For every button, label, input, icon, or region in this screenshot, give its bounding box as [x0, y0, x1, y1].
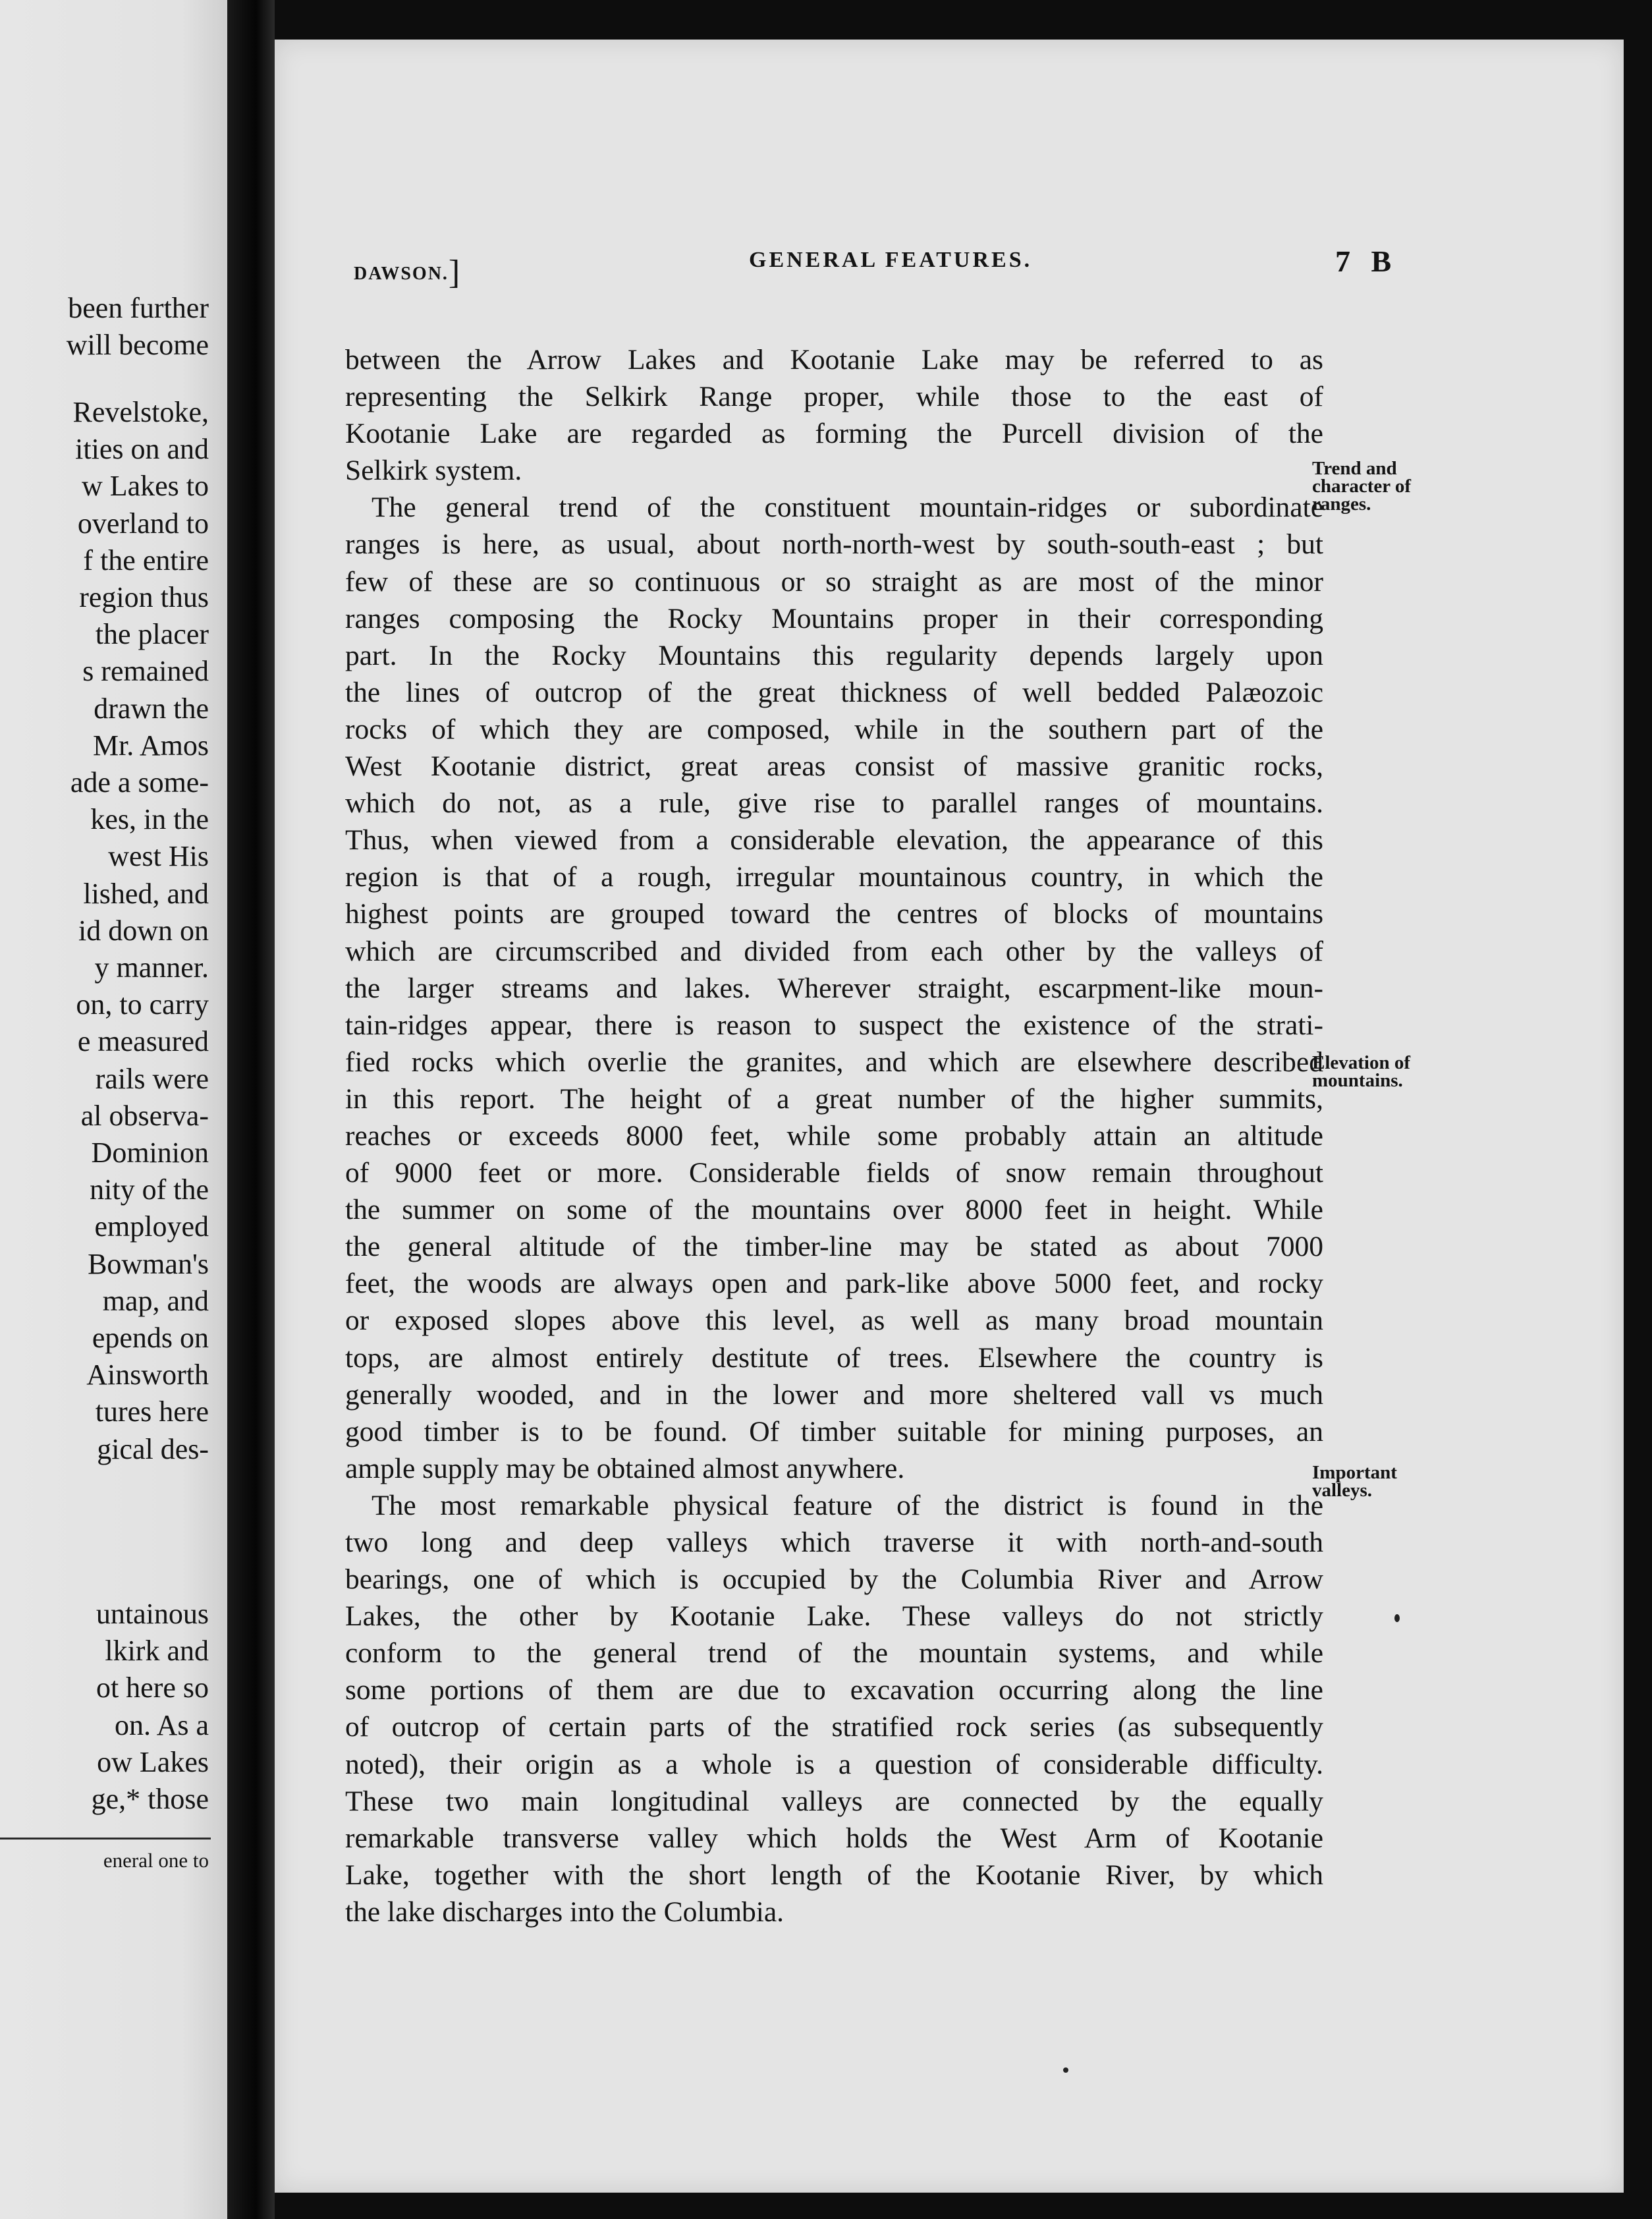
text-line: part. In the Rocky Mountains this regularity depends largely upon	[345, 639, 1323, 671]
running-head-title: GENERAL FEATURES.	[749, 248, 1033, 272]
left-page-line: map, and	[102, 1284, 209, 1317]
left-page-line: y manner.	[94, 951, 209, 984]
left-page-line: epends on	[92, 1322, 209, 1355]
text-line: few of these are so continuous or so straight as are most of the minor	[345, 565, 1323, 598]
left-page-line: Dominion	[91, 1137, 209, 1169]
left-page-line: id down on	[78, 914, 209, 947]
text-line: Lakes, the other by Kootanie Lake. These valleys do not strictly	[345, 1600, 1323, 1633]
text-line: ranges is here, as usual, about north-north-west by south-south-east ; but	[345, 528, 1323, 561]
left-page-text-block-3	[0, 1596, 209, 1818]
text-line: Lake, together with the short length of the Kootanie River, by which	[345, 1859, 1323, 1891]
left-page-line: ge,* those	[91, 1783, 209, 1816]
left-page-line: ade a some-	[70, 766, 209, 799]
left-page-line: on, to carry	[76, 988, 209, 1021]
text-line: tops, are almost entirely destitute of trees. Elsewhere the country is	[345, 1341, 1323, 1374]
text-line: the lines of outcrop of the great thickness of well bedded Palæozoic	[345, 676, 1323, 708]
left-page-line: overland to	[77, 507, 209, 540]
text-line: Selkirk system.	[345, 455, 522, 487]
text-line: in this report. The height of a great number of the higher summits,	[345, 1082, 1323, 1115]
left-page-line: Revelstoke,	[72, 396, 209, 428]
running-header	[354, 244, 1579, 291]
text-line: rocks of which they are composed, while in the southern part of the	[345, 713, 1323, 745]
text-line: The general trend of the constituent mountain-ridges or subordinate	[372, 492, 1323, 524]
text-line: between the Arrow Lakes and Kootanie Lake may be referred to as	[345, 344, 1323, 376]
marginal-note-elevation	[1312, 1054, 1464, 1090]
left-page-text-block-1	[0, 290, 209, 364]
text-line: the larger streams and lakes. Wherever straight, escarpment-like moun-	[345, 972, 1323, 1004]
text-line: some portions of them are due to excavation occurring along the line	[345, 1674, 1323, 1706]
left-page-line: al observa-	[80, 1099, 209, 1132]
text-line: reaches or exceeds 8000 feet, while some probably attain an altitude	[345, 1119, 1323, 1152]
left-page-line: w Lakes to	[81, 470, 209, 503]
left-page-line: region thus	[79, 581, 209, 614]
text-line: or exposed slopes above this level, as well as many broad mountain	[345, 1305, 1323, 1337]
left-page-line: drawn the	[94, 692, 209, 725]
text-line: two long and deep valleys which traverse it with north-and-south	[345, 1527, 1323, 1558]
book-gutter	[227, 0, 275, 2219]
text-line: of outcrop of certain parts of the stratified rock series (as subsequently	[345, 1711, 1323, 1743]
text-line: feet, the woods are always open and park-like above 5000 feet, and rocky	[345, 1268, 1323, 1300]
left-facing-page	[0, 0, 227, 2219]
ink-speck	[1394, 1614, 1400, 1622]
text-line: ranges composing the Rocky Mountains proper in their corresponding	[345, 602, 1323, 634]
left-page-line: ities on and	[75, 433, 209, 466]
left-page-line: west His	[108, 840, 209, 873]
marginal-note-line: mountains.	[1312, 1070, 1403, 1091]
left-page-line: Mr. Amos	[92, 729, 209, 762]
marginal-note-line: ranges.	[1312, 493, 1371, 515]
text-line: West Kootanie district, great areas consist of massive granitic rocks,	[345, 750, 1323, 783]
left-page-line: been further	[68, 292, 209, 324]
text-line: generally wooded, and in the lower and more sheltered vall vs much	[345, 1378, 1323, 1411]
left-page-line: Ainsworth	[86, 1359, 209, 1391]
right-page	[275, 40, 1624, 2193]
marginal-note-line: Elevation of	[1312, 1052, 1411, 1073]
text-line: representing the Selkirk Range proper, while those to the east of	[345, 381, 1323, 413]
left-page-line: tures here	[95, 1395, 209, 1428]
left-page-line: employed	[94, 1210, 209, 1243]
left-page-line: Bowman's	[88, 1247, 209, 1280]
left-page-line: f the entire	[83, 544, 209, 576]
left-page-line: lished, and	[83, 877, 209, 910]
text-line: the summer on some of the mountains over 8000 feet in height. While	[345, 1194, 1323, 1226]
text-line: good timber is to be found. Of timber suitable for mining purposes, an	[345, 1415, 1323, 1447]
left-page-line: ow Lakes	[97, 1745, 209, 1778]
text-line: Kootanie Lake are regarded as forming the Purcell division of the	[345, 418, 1323, 450]
text-line: noted), their origin as a whole is a question of considerable difficulty.	[345, 1748, 1323, 1780]
text-line: of 9000 feet or more. Considerable fields of snow remain throughout	[345, 1157, 1323, 1189]
marginal-note-line: valleys.	[1312, 1480, 1373, 1501]
text-line: These two main longitudinal valleys are connected by the equally	[345, 1785, 1323, 1817]
text-line: tain-ridges appear, there is reason to suspect the existence of the strati-	[345, 1009, 1323, 1041]
marginal-note-trend	[1312, 460, 1464, 513]
left-page-line: the placer	[95, 618, 209, 651]
text-line: highest points are grouped toward the centres of blocks of mountains	[345, 898, 1323, 930]
left-page-line: lkirk and	[105, 1635, 209, 1668]
ink-speck	[1063, 2067, 1068, 2073]
text-line: region is that of a rough, irregular mountainous country, in which the	[345, 861, 1323, 893]
marginal-note-line: Trend and	[1312, 458, 1397, 479]
left-page-line: kes, in the	[90, 803, 209, 836]
text-line: remarkable transverse valley which holds the West Arm of Kootanie	[345, 1822, 1323, 1854]
marginal-note-line: Important	[1312, 1462, 1397, 1483]
left-page-text-block-2	[0, 394, 209, 1468]
page-number: 7 B	[1335, 244, 1398, 278]
left-page-line: on. As a	[115, 1708, 209, 1741]
body-text	[345, 341, 1323, 1930]
text-line: conform to the general trend of the mountain systems, and while	[345, 1637, 1323, 1670]
left-page-line: nity of the	[90, 1173, 209, 1206]
footnote-rule	[0, 1838, 211, 1840]
text-line: which are circumscribed and divided from each other by the valleys of	[345, 935, 1323, 967]
left-page-footnote: eneral one to	[103, 1849, 209, 1872]
text-line: bearings, one of which is occupied by the Columbia River and Arrow	[345, 1563, 1323, 1596]
text-line: The most remarkable physical feature of the district is found in the	[372, 1489, 1323, 1521]
left-page-line: untainous	[96, 1598, 209, 1630]
header-bracket: ]	[448, 254, 462, 291]
text-line: Thus, when viewed from a considerable elevation, the appearance of this	[345, 824, 1323, 857]
text-line: ample supply may be obtained almost anywhere.	[345, 1452, 905, 1484]
text-line: the lake discharges into the Columbia.	[345, 1896, 785, 1928]
author-name: DAWSON.	[354, 264, 449, 284]
text-line: fied rocks which overlie the granites, and which are elsewhere described	[345, 1046, 1323, 1078]
text-line: which do not, as a rule, give rise to parallel ranges of mountains.	[345, 787, 1323, 820]
running-head-author	[354, 253, 461, 292]
text-line: the general altitude of the timber-line may be stated as about 7000	[345, 1231, 1323, 1263]
marginal-note-line: character of	[1312, 476, 1412, 497]
left-page-line: e measured	[77, 1025, 209, 1058]
left-page-line: rails were	[95, 1062, 209, 1095]
left-page-line: will become	[66, 329, 209, 362]
left-page-line: ot here so	[96, 1671, 209, 1704]
left-page-line: gical des-	[97, 1432, 209, 1465]
left-page-line: s remained	[82, 655, 209, 688]
marginal-note-valleys	[1312, 1464, 1464, 1500]
